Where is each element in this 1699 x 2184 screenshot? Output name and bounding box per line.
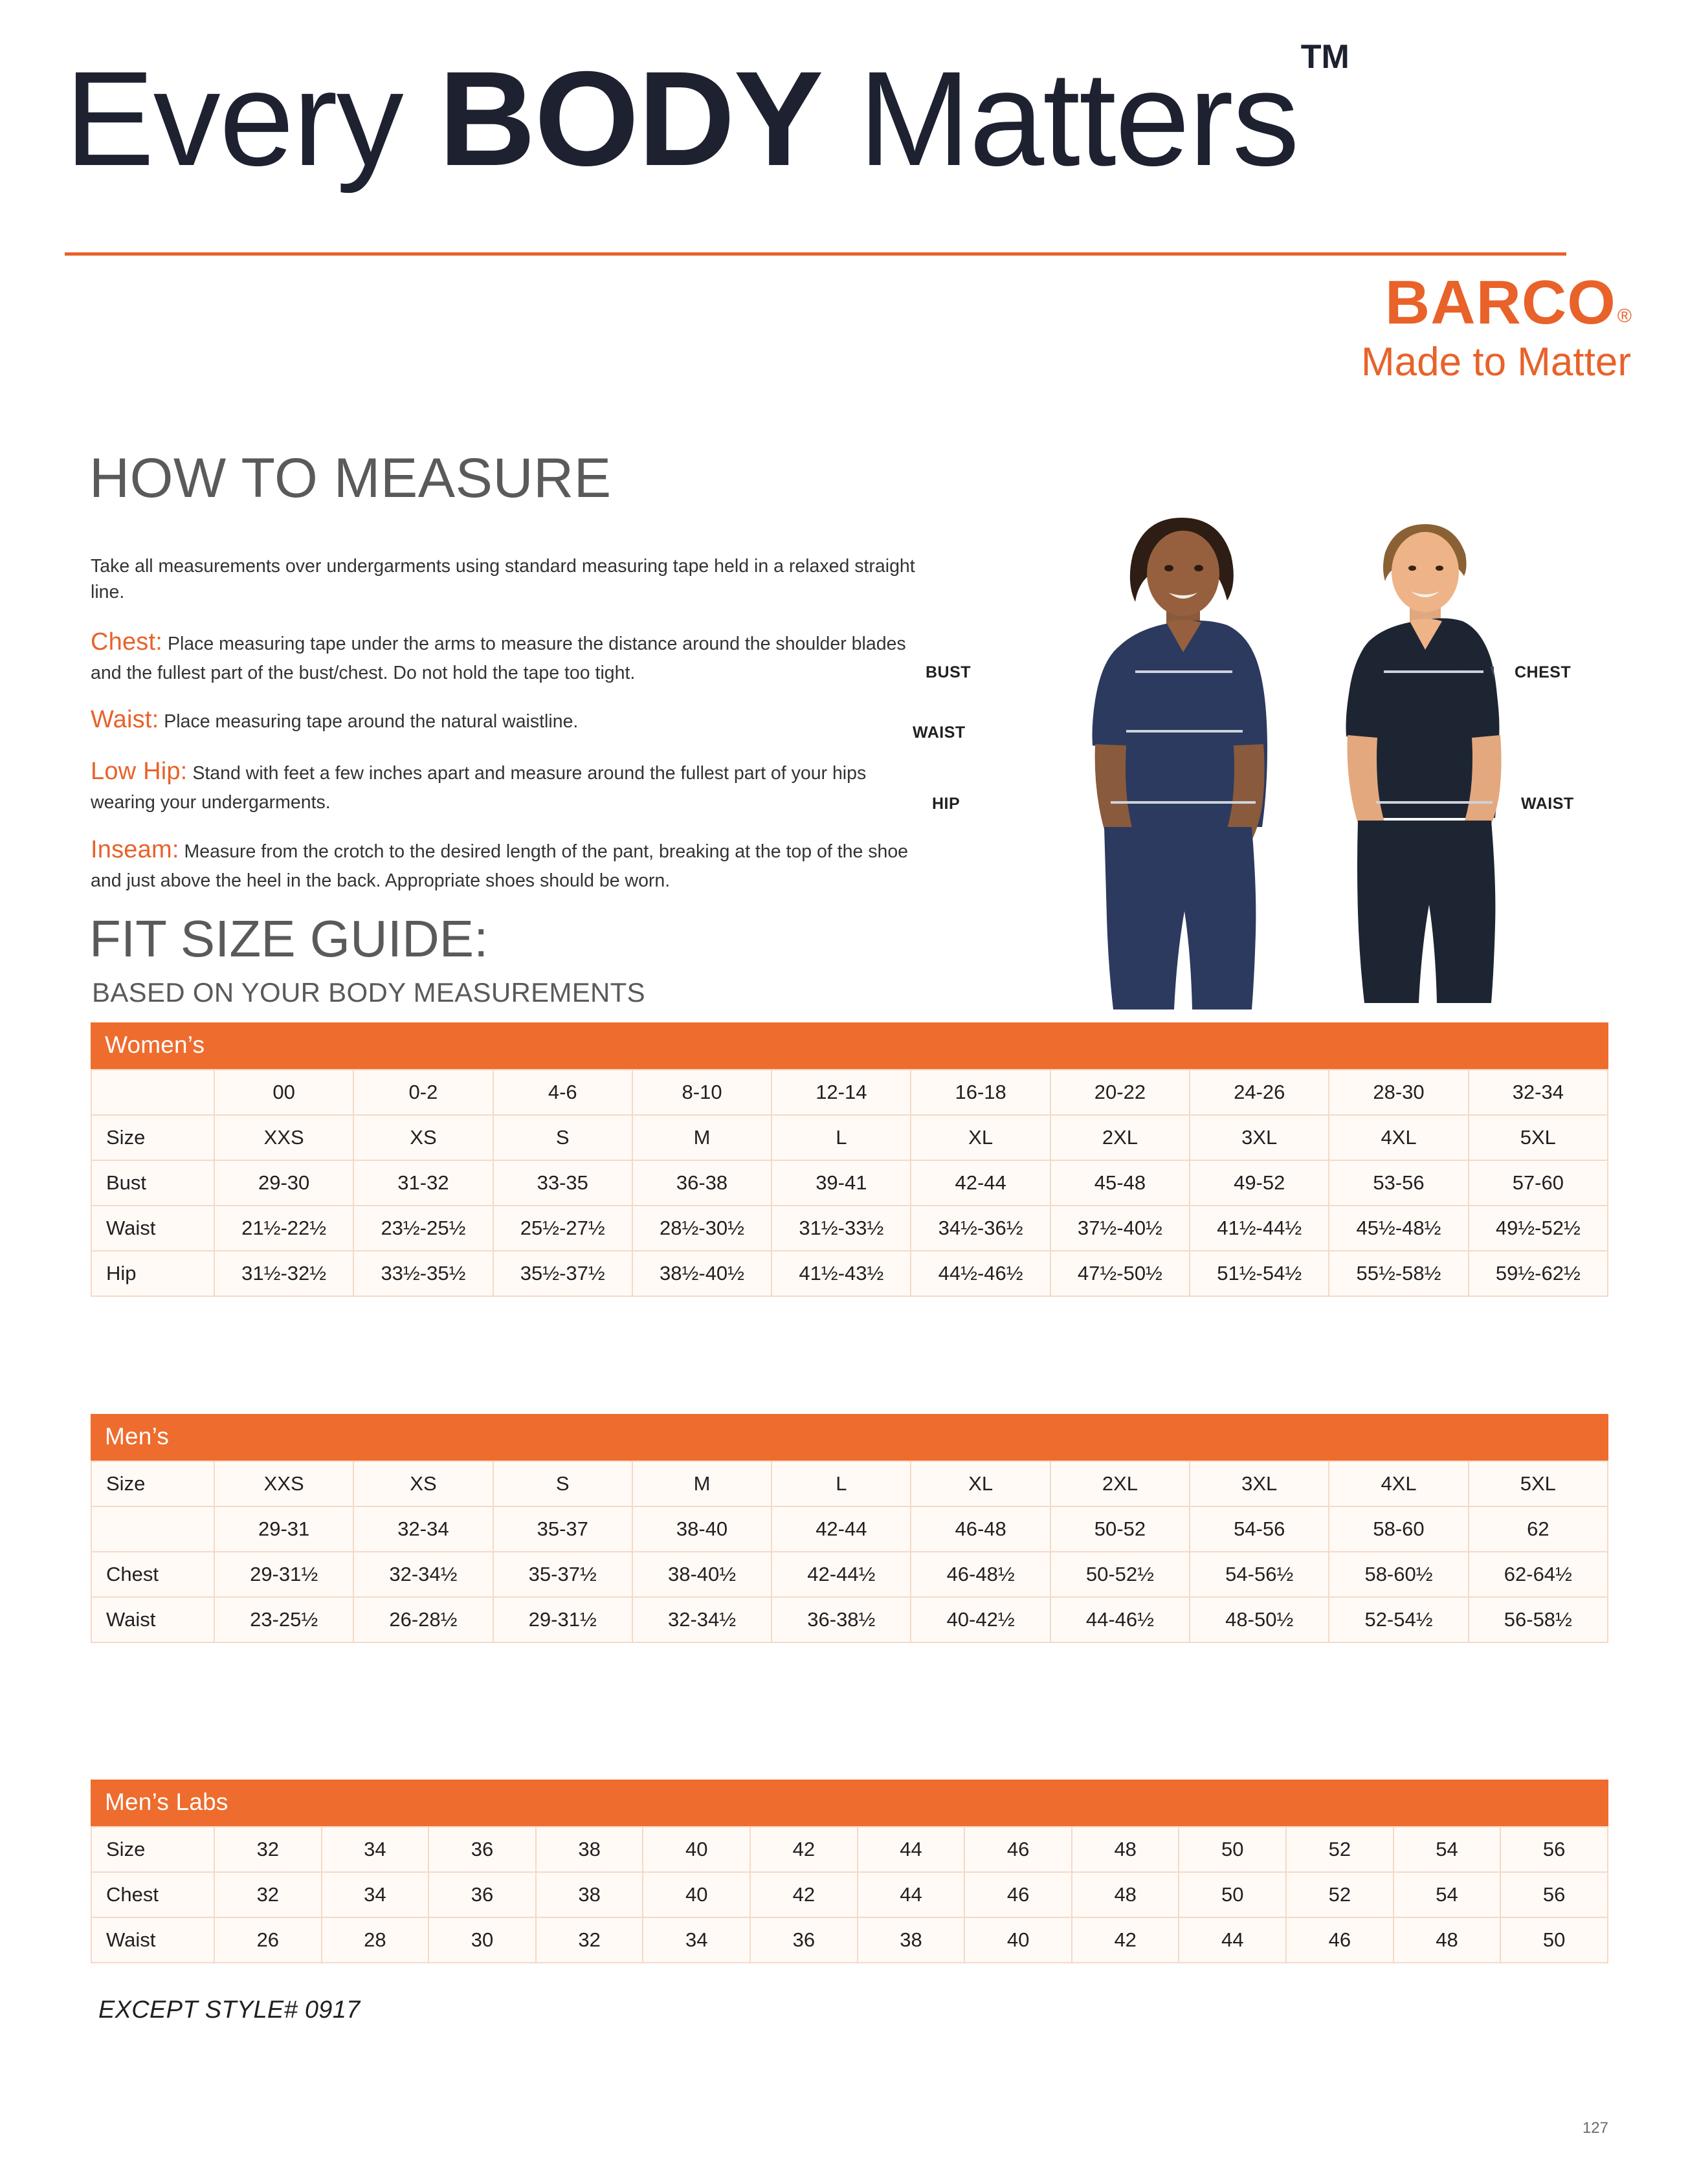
table-cell: 54-56½ [1190, 1552, 1329, 1597]
measure-item-inseam [91, 833, 932, 894]
page-number: 127 [1582, 2119, 1608, 2137]
page-header [65, 38, 1634, 194]
table-cell: 38 [536, 1827, 643, 1872]
table-cell: 16-18 [911, 1070, 1050, 1115]
footnote: EXCEPT STYLE# 0917 [98, 1996, 361, 2024]
table-cell: 38½-40½ [632, 1251, 772, 1296]
table-cell: 30 [428, 1917, 536, 1963]
mens-size-table-wrap [91, 1414, 1608, 1643]
mens-labs-size-table-wrap [91, 1780, 1608, 1963]
female-model-figure [1093, 518, 1268, 1009]
measure-item-waist [91, 703, 932, 738]
measure-label-inseam: Inseam: [91, 835, 179, 863]
how-to-measure-heading: HOW TO MEASURE [89, 447, 612, 509]
table-cell: 40 [643, 1827, 750, 1872]
table-cell: 50-52½ [1050, 1552, 1190, 1597]
table-cell: 47½-50½ [1050, 1251, 1190, 1296]
table-cell: 50 [1179, 1872, 1286, 1917]
table-cell: 4XL [1329, 1461, 1468, 1506]
table-cell: 31½-33½ [772, 1206, 911, 1251]
table-cell: 23-25½ [214, 1597, 353, 1642]
table-cell: XXS [214, 1115, 353, 1160]
measure-text-waist: Place measuring tape around the natural waistline. [164, 711, 579, 733]
table-cell: 29-31½ [214, 1552, 353, 1597]
table-cell: 48 [1394, 1917, 1501, 1963]
table-cell: 4-6 [493, 1070, 632, 1115]
measure-text-low-hip: Stand with feet a few inches apart and measure around the fullest part of your hips wearing your undergarments. [91, 763, 867, 813]
table-cell: 54 [1394, 1827, 1501, 1872]
models-illustration [913, 498, 1618, 1029]
table-row [91, 1115, 1608, 1160]
table-cell: 3XL [1190, 1461, 1329, 1506]
table-cell: 5XL [1469, 1461, 1608, 1506]
table-cell: 32 [214, 1827, 322, 1872]
table-cell: 56-58½ [1469, 1597, 1608, 1642]
row-label: Bust [91, 1160, 214, 1206]
table-cell: 55½-58½ [1329, 1251, 1468, 1296]
table-row [91, 1827, 1608, 1872]
row-label: Chest [91, 1552, 214, 1597]
table-cell: 42-44 [911, 1160, 1050, 1206]
table-cell: 2XL [1050, 1461, 1190, 1506]
table-row [91, 1597, 1608, 1642]
table-cell: 26 [214, 1917, 322, 1963]
label-chest: CHEST [1515, 663, 1571, 681]
table-cell: 46-48½ [911, 1552, 1050, 1597]
table-cell: 20-22 [1050, 1070, 1190, 1115]
hero-title [65, 38, 1349, 194]
table-cell: 41½-43½ [772, 1251, 911, 1296]
table-cell: 28 [322, 1917, 429, 1963]
womens-size-table-wrap [91, 1022, 1608, 1297]
table-cell: 24-26 [1190, 1070, 1329, 1115]
table-cell: 39-41 [772, 1160, 911, 1206]
table-cell: 32-34 [1469, 1070, 1608, 1115]
table-cell: 40-42½ [911, 1597, 1050, 1642]
table-cell: 52 [1286, 1827, 1394, 1872]
table-cell: 49½-52½ [1469, 1206, 1608, 1251]
mens-size-table [91, 1414, 1608, 1643]
table-cell: 34 [322, 1872, 429, 1917]
table-cell: 35-37½ [493, 1552, 632, 1597]
table-row [91, 1872, 1608, 1917]
table-row [91, 1506, 1608, 1552]
row-label [91, 1506, 214, 1552]
table-cell: 42-44 [772, 1506, 911, 1552]
table-cell: 36-38½ [772, 1597, 911, 1642]
table-cell: 38 [536, 1872, 643, 1917]
table-cell: 44 [858, 1827, 965, 1872]
table-cell: 46 [964, 1872, 1072, 1917]
table-cell: 54-56 [1190, 1506, 1329, 1552]
table-cell: 00 [214, 1070, 353, 1115]
table-cell: 46 [964, 1827, 1072, 1872]
table-cell: 8-10 [632, 1070, 772, 1115]
label-waist-left: WAIST [913, 723, 966, 742]
table-cell: XXS [214, 1461, 353, 1506]
measure-label-chest: Chest: [91, 628, 163, 656]
brand-logo [1361, 268, 1632, 384]
table-cell: 28-30 [1329, 1070, 1468, 1115]
measure-item-low-hip [91, 755, 932, 815]
table-cell: 49-52 [1190, 1160, 1329, 1206]
table-cell: 36 [428, 1827, 536, 1872]
table-cell: 34½-36½ [911, 1206, 1050, 1251]
table-cell: 4XL [1329, 1115, 1468, 1160]
table-cell: 36-38 [632, 1160, 772, 1206]
table-cell: 44 [1179, 1917, 1286, 1963]
row-label: Chest [91, 1872, 214, 1917]
table-cell: 53-56 [1329, 1160, 1468, 1206]
row-label: Waist [91, 1597, 214, 1642]
table-cell: 31-32 [353, 1160, 493, 1206]
table-cell: 33½-35½ [353, 1251, 493, 1296]
table-cell: 44-46½ [1050, 1597, 1190, 1642]
table-row [91, 1461, 1608, 1506]
table-cell: XS [353, 1115, 493, 1160]
label-waist-right: WAIST [1521, 795, 1574, 813]
measure-text-inseam: Measure from the crotch to the desired length of the pant, breaking at the top of the shoe and just above the heel in the back. Appropriate shoes should be worn. [91, 841, 909, 891]
row-label: Hip [91, 1251, 214, 1296]
table-cell: M [632, 1461, 772, 1506]
table-cell: 32-34½ [632, 1597, 772, 1642]
table-cell: 50 [1500, 1917, 1608, 1963]
table-row [91, 1552, 1608, 1597]
mens-table-body [91, 1461, 1608, 1642]
fit-size-guide-heading: FIT SIZE GUIDE: [89, 910, 489, 967]
table-cell: 50-52 [1050, 1506, 1190, 1552]
table-cell: 42 [750, 1872, 858, 1917]
measure-label-low-hip: Low Hip: [91, 758, 188, 786]
womens-size-table [91, 1022, 1608, 1297]
table-cell: 29-31 [214, 1506, 353, 1552]
table-cell: S [493, 1461, 632, 1506]
row-label [91, 1070, 214, 1115]
table-cell: 5XL [1469, 1115, 1608, 1160]
table-cell: XS [353, 1461, 493, 1506]
table-cell: 42-44½ [772, 1552, 911, 1597]
hero-title-bold: BODY [438, 44, 823, 194]
measure-text-chest: Place measuring tape under the arms to measure the distance around the shoulder blades and the fullest part of the bust/chest. Do not hold the tape too tight. [91, 633, 906, 683]
table-cell: 62 [1469, 1506, 1608, 1552]
table-cell: 45-48 [1050, 1160, 1190, 1206]
womens-table-body [91, 1070, 1608, 1296]
table-row [91, 1206, 1608, 1251]
table-cell: 50 [1179, 1827, 1286, 1872]
table-cell: 36 [750, 1917, 858, 1963]
row-label: Size [91, 1115, 214, 1160]
mens-labs-table-body [91, 1827, 1608, 1963]
table-cell: 44 [858, 1872, 965, 1917]
table-cell: 56 [1500, 1872, 1608, 1917]
table-cell: 35½-37½ [493, 1251, 632, 1296]
table-cell: 21½-22½ [214, 1206, 353, 1251]
table-cell: 36 [428, 1872, 536, 1917]
table-cell: 42 [1072, 1917, 1179, 1963]
table-cell: 51½-54½ [1190, 1251, 1329, 1296]
measure-item-chest [91, 625, 932, 686]
table-cell: 59½-62½ [1469, 1251, 1608, 1296]
table-cell: 57-60 [1469, 1160, 1608, 1206]
table-cell: 42 [750, 1827, 858, 1872]
mens-labs-table-caption: Men’s Labs [91, 1780, 1608, 1826]
table-cell: 58-60 [1329, 1506, 1468, 1552]
label-hip: HIP [932, 795, 961, 813]
table-cell: 0-2 [353, 1070, 493, 1115]
row-label: Size [91, 1461, 214, 1506]
table-cell: 40 [643, 1872, 750, 1917]
male-model-figure [1346, 524, 1502, 1003]
table-cell: 52 [1286, 1872, 1394, 1917]
table-row [91, 1070, 1608, 1115]
table-cell: 32 [214, 1872, 322, 1917]
table-cell: 62-64½ [1469, 1552, 1608, 1597]
table-cell: 48 [1072, 1827, 1179, 1872]
table-cell: 23½-25½ [353, 1206, 493, 1251]
table-cell: L [772, 1115, 911, 1160]
hero-title-part2: Matters [822, 44, 1298, 194]
table-cell: 29-31½ [493, 1597, 632, 1642]
measure-label-waist: Waist: [91, 706, 159, 734]
row-label: Size [91, 1827, 214, 1872]
measure-intro: Take all measurements over undergarments using standard measuring tape held in a relaxed straight line. [91, 556, 915, 603]
table-cell: 35-37 [493, 1506, 632, 1552]
row-label: Waist [91, 1206, 214, 1251]
table-row [91, 1251, 1608, 1296]
table-cell: 37½-40½ [1050, 1206, 1190, 1251]
table-cell: 46 [1286, 1917, 1394, 1963]
models-figure [997, 498, 1618, 1035]
table-cell: 3XL [1190, 1115, 1329, 1160]
table-cell: 40 [964, 1917, 1072, 1963]
registered-icon: ® [1617, 305, 1632, 327]
table-cell: M [632, 1115, 772, 1160]
table-cell: 54 [1394, 1872, 1501, 1917]
table-cell: 38-40½ [632, 1552, 772, 1597]
table-cell: 12-14 [772, 1070, 911, 1115]
label-bust: BUST [926, 663, 972, 681]
table-row [91, 1160, 1608, 1206]
mens-table-caption: Men’s [91, 1414, 1608, 1461]
table-cell: 45½-48½ [1329, 1206, 1468, 1251]
table-cell: 44½-46½ [911, 1251, 1050, 1296]
table-cell: XL [911, 1115, 1050, 1160]
table-cell: 48-50½ [1190, 1597, 1329, 1642]
table-cell: 2XL [1050, 1115, 1190, 1160]
table-cell: S [493, 1115, 632, 1160]
table-cell: 31½-32½ [214, 1251, 353, 1296]
table-cell: 48 [1072, 1872, 1179, 1917]
table-cell: 41½-44½ [1190, 1206, 1329, 1251]
brand-name-text: BARCO [1384, 268, 1616, 337]
table-cell: 52-54½ [1329, 1597, 1468, 1642]
table-cell: 32-34 [353, 1506, 493, 1552]
table-cell: 58-60½ [1329, 1552, 1468, 1597]
womens-table-caption: Women’s [91, 1022, 1608, 1069]
header-divider [65, 252, 1566, 256]
brand-tagline: Made to Matter [1361, 340, 1631, 384]
table-cell: 32-34½ [353, 1552, 493, 1597]
table-cell: 26-28½ [353, 1597, 493, 1642]
table-cell: 33-35 [493, 1160, 632, 1206]
brand-name [1361, 268, 1632, 337]
table-cell: 29-30 [214, 1160, 353, 1206]
table-cell: 32 [536, 1917, 643, 1963]
table-cell: 56 [1500, 1827, 1608, 1872]
table-cell: 28½-30½ [632, 1206, 772, 1251]
table-cell: 25½-27½ [493, 1206, 632, 1251]
table-cell: 34 [322, 1827, 429, 1872]
mens-labs-size-table [91, 1780, 1608, 1963]
table-cell: 38 [858, 1917, 965, 1963]
table-cell: 34 [643, 1917, 750, 1963]
table-cell: 38-40 [632, 1506, 772, 1552]
row-label: Waist [91, 1917, 214, 1963]
trademark-mark: TM [1300, 38, 1349, 76]
hero-title-part1: Every [65, 44, 439, 194]
table-cell: 46-48 [911, 1506, 1050, 1552]
table-cell: XL [911, 1461, 1050, 1506]
fit-size-guide-subheading: BASED ON YOUR BODY MEASUREMENTS [92, 977, 645, 1008]
table-row [91, 1917, 1608, 1963]
how-to-measure-body [91, 553, 932, 910]
table-cell: L [772, 1461, 911, 1506]
